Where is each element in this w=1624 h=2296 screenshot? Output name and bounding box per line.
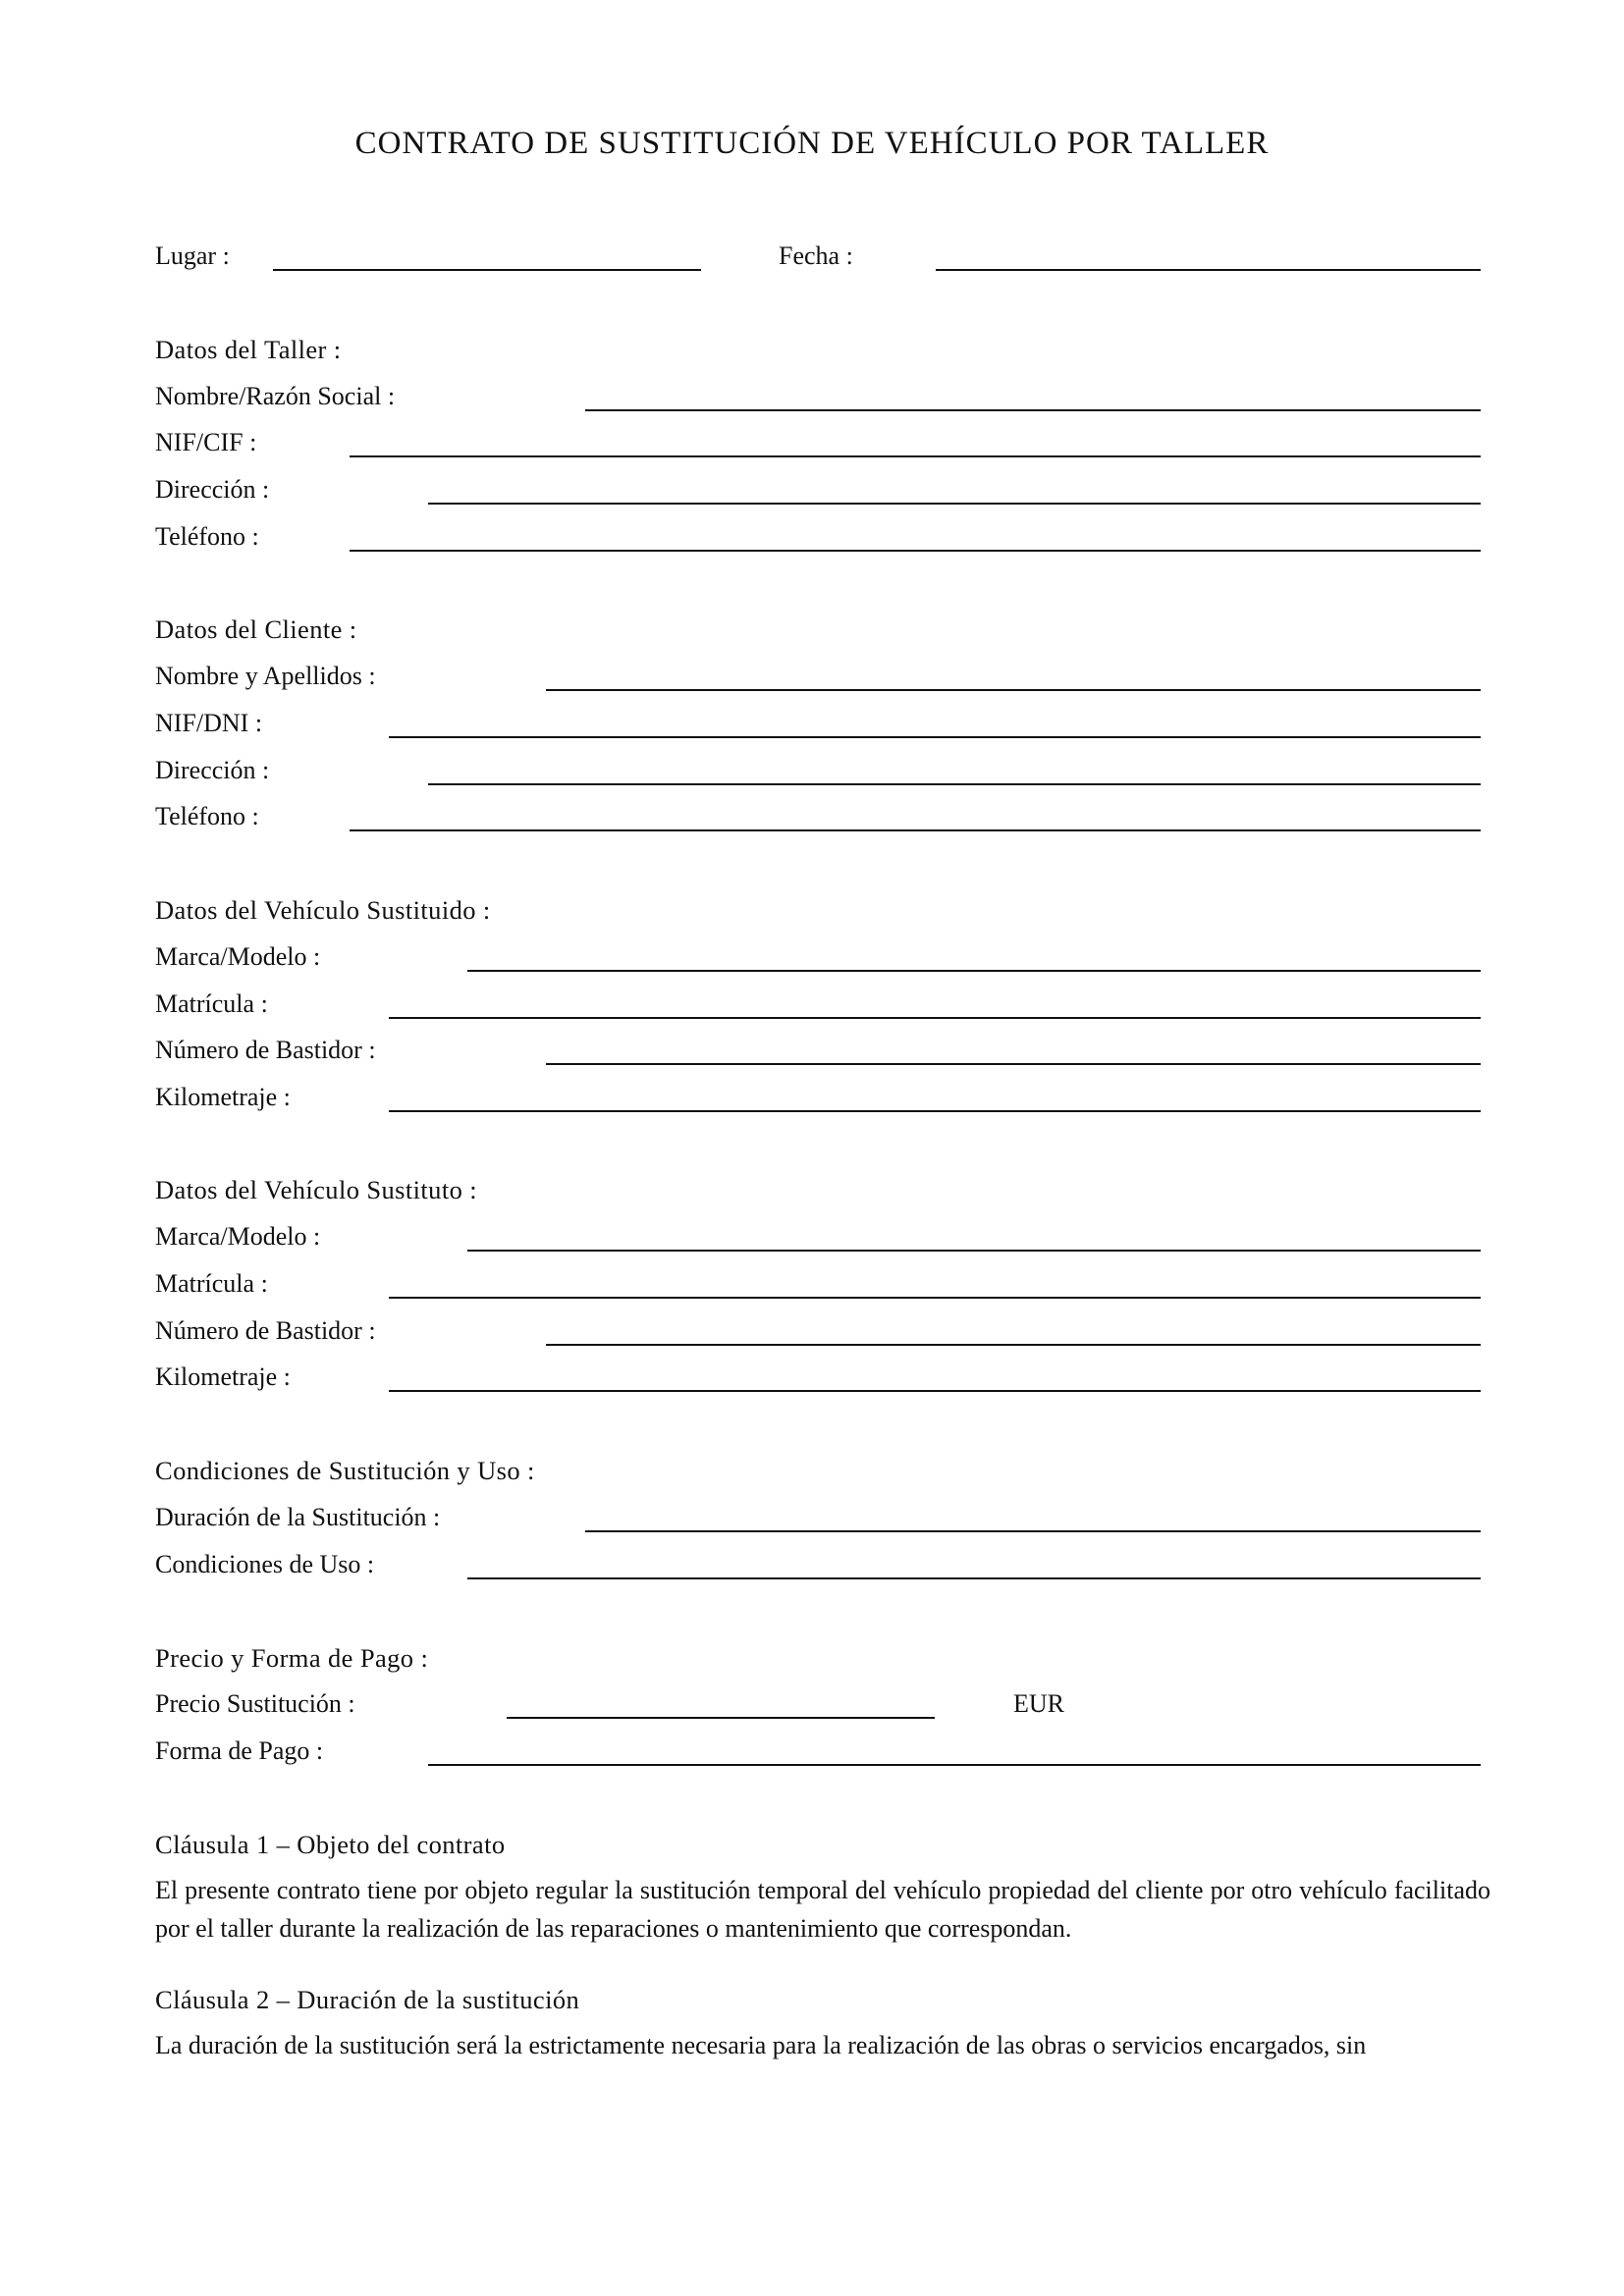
- cliente-telefono-field[interactable]: [350, 829, 1481, 831]
- fecha-field[interactable]: [936, 269, 1481, 271]
- cliente-direccion-label: Dirección :: [155, 756, 270, 784]
- forma-pago-label: Forma de Pago :: [155, 1736, 324, 1765]
- condiciones-heading: Condiciones de Sustitución y Uso :: [155, 1456, 535, 1485]
- cliente-nombre-field[interactable]: [546, 689, 1481, 691]
- sustituido-matricula-label: Matrícula :: [155, 989, 268, 1018]
- sustituto-km-field[interactable]: [389, 1390, 1481, 1392]
- sustituido-km-field[interactable]: [389, 1110, 1481, 1112]
- cliente-direccion-field[interactable]: [428, 783, 1481, 785]
- sustituido-marca-label: Marca/Modelo :: [155, 942, 321, 971]
- clausula-2-heading: Cláusula 2 – Duración de la sustitución: [155, 1985, 580, 2014]
- sustituido-bastidor-label: Número de Bastidor :: [155, 1036, 376, 1064]
- precio-label: Precio Sustitución :: [155, 1689, 355, 1718]
- sustituido-bastidor-field[interactable]: [546, 1063, 1481, 1065]
- cliente-heading: Datos del Cliente :: [155, 614, 357, 644]
- sustituido-marca-field[interactable]: [467, 970, 1481, 972]
- precio-field[interactable]: [507, 1717, 935, 1719]
- sustituido-km-label: Kilometraje :: [155, 1083, 291, 1111]
- sustituido-heading: Datos del Vehículo Sustituido :: [155, 895, 491, 925]
- sustituto-matricula-label: Matrícula :: [155, 1269, 268, 1298]
- precio-heading: Precio y Forma de Pago :: [155, 1643, 429, 1673]
- taller-direccion-label: Dirección :: [155, 475, 270, 504]
- taller-direccion-field[interactable]: [428, 503, 1481, 505]
- lugar-field[interactable]: [273, 269, 701, 271]
- sustituto-heading: Datos del Vehículo Sustituto :: [155, 1175, 478, 1204]
- cliente-nif-field[interactable]: [389, 736, 1481, 738]
- cliente-telefono-label: Teléfono :: [155, 802, 259, 830]
- sustituido-matricula-field[interactable]: [389, 1017, 1481, 1019]
- taller-nif-field[interactable]: [350, 455, 1481, 457]
- clausula-1-heading: Cláusula 1 – Objeto del contrato: [155, 1830, 506, 1859]
- sustituto-bastidor-field[interactable]: [546, 1344, 1481, 1346]
- currency-label: EUR: [1013, 1689, 1064, 1718]
- taller-nif-label: NIF/CIF :: [155, 428, 257, 456]
- clausula-2-text: La duración de la sustitución será la estrictamente necesaria para la realización de las obras o servicios encargados, sin: [155, 2031, 1367, 2059]
- sustituto-km-label: Kilometraje :: [155, 1362, 291, 1391]
- taller-telefono-field[interactable]: [350, 550, 1481, 552]
- clausula-1-text: El presente contrato tiene por objeto regular la sustitución temporal del vehículo propiedad del cliente por otro vehículo facilitado por el taller durante la realización de las reparaciones o mantenimiento que correspondan.: [155, 1876, 1490, 1943]
- taller-nombre-label: Nombre/Razón Social :: [155, 382, 396, 410]
- uso-label: Condiciones de Uso :: [155, 1550, 375, 1578]
- fecha-label: Fecha :: [779, 241, 853, 270]
- taller-telefono-label: Teléfono :: [155, 522, 259, 551]
- forma-pago-field[interactable]: [428, 1764, 1481, 1766]
- taller-heading: Datos del Taller :: [155, 335, 342, 364]
- sustituto-bastidor-label: Número de Bastidor :: [155, 1316, 376, 1345]
- uso-field[interactable]: [467, 1577, 1481, 1579]
- duracion-label: Duración de la Sustitución :: [155, 1503, 441, 1531]
- cliente-nombre-label: Nombre y Apellidos :: [155, 662, 376, 690]
- cliente-nif-label: NIF/DNI :: [155, 709, 263, 737]
- document-title: CONTRATO DE SUSTITUCIÓN DE VEHÍCULO POR TALLER: [354, 126, 1270, 161]
- lugar-label: Lugar :: [155, 241, 230, 270]
- duracion-field[interactable]: [585, 1530, 1481, 1532]
- sustituto-marca-field[interactable]: [467, 1250, 1481, 1252]
- taller-nombre-field[interactable]: [585, 409, 1481, 411]
- sustituto-marca-label: Marca/Modelo :: [155, 1222, 321, 1251]
- sustituto-matricula-field[interactable]: [389, 1297, 1481, 1299]
